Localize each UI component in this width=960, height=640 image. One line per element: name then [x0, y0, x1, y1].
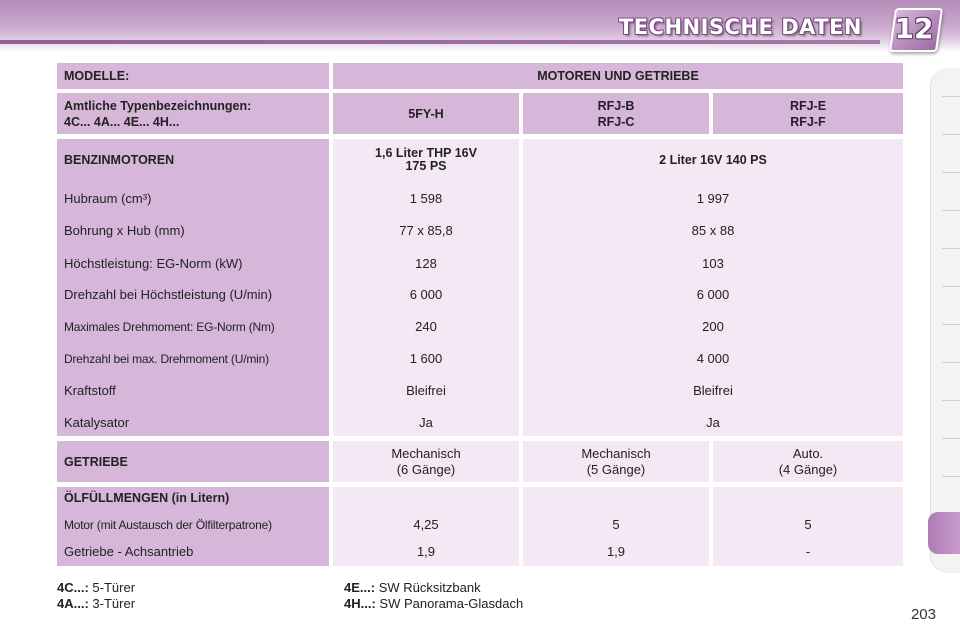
engine-name: 2 Liter 16V 140 PS	[659, 153, 767, 167]
spec-value: 200	[702, 319, 724, 334]
footnote-code: 4C...:	[57, 580, 89, 595]
type-code: RFJ-E RFJ-F	[713, 93, 903, 134]
type-code: 5FY-H	[333, 93, 519, 134]
spec-value: 240	[415, 319, 437, 334]
spec-value: 1 997	[696, 191, 730, 206]
spec-value: 103	[702, 256, 724, 271]
spec-value: 4 000	[696, 351, 730, 366]
chapter-tab[interactable]	[942, 324, 960, 325]
chapter-tab[interactable]	[942, 286, 960, 287]
spec-label: Höchstleistung: EG-Norm (kW)	[64, 256, 243, 271]
footnote-code: 4A...:	[57, 596, 89, 611]
oil-capacity-label: ÖLFÜLLMENGEN (in Litern)	[64, 491, 230, 505]
spec-label: Hubraum (cm³)	[64, 191, 152, 206]
chapter-tab-rail	[930, 68, 960, 573]
spec-value: Bleifrei	[406, 383, 446, 398]
footnote-text: 3-Türer	[92, 596, 136, 611]
spec-label: Kraftstoff	[64, 383, 116, 398]
chapter-tab[interactable]	[942, 248, 960, 249]
oil-spec-value: 4,25	[413, 517, 439, 532]
type-code: RFJ-B RFJ-C	[523, 93, 709, 134]
type-designation-label: Amtliche Typenbezeichnungen: 4C... 4A... 4E... 4H...	[57, 93, 329, 134]
spec-value: Ja	[706, 415, 720, 430]
chapter-number: 12	[894, 12, 934, 45]
chapter-tab[interactable]	[942, 400, 960, 401]
gearbox-label: GETRIEBE	[57, 441, 329, 482]
spec-value: 77 x 85,8	[399, 223, 453, 238]
footnote	[57, 580, 135, 595]
spec-value: 6 000	[696, 287, 730, 302]
spec-value: Bleifrei	[693, 383, 733, 398]
oil-spec-label: Motor (mit Austausch der Ölfilterpatrone)	[64, 518, 272, 532]
spec-value: 128	[415, 256, 437, 271]
page-title: TECHNISCHE DATEN	[618, 15, 862, 39]
oil-spec-value: 5	[804, 517, 812, 532]
footnote-text: 5-Türer	[92, 580, 136, 595]
petrol-engines-label: BENZINMOTOREN	[64, 153, 175, 167]
chapter-tab[interactable]	[942, 96, 960, 97]
spec-label: Drehzahl bei Höchstleistung (U/min)	[64, 287, 273, 302]
oil-spec-value: 1,9	[606, 544, 626, 559]
chapter-tab[interactable]	[942, 362, 960, 363]
spec-value: 6 000	[409, 287, 443, 302]
spec-label: Drehzahl bei max. Drehmoment (U/min)	[64, 352, 269, 366]
chapter-tab-active[interactable]	[928, 512, 960, 554]
gearbox-value: Mechanisch (6 Gänge)	[333, 441, 519, 482]
oil-spec-value: -	[805, 544, 811, 559]
spec-value: Ja	[419, 415, 433, 430]
spec-value: 1 598	[409, 191, 443, 206]
models-label: MODELLE:	[57, 63, 329, 89]
page-number: 203	[910, 606, 936, 623]
engine-name: 1,6 Liter THP 16V 175 PS	[375, 146, 477, 173]
spec-label: Maximales Drehmoment: EG-Norm (Nm)	[64, 320, 275, 334]
spec-value: 1 600	[409, 351, 443, 366]
chapter-tab[interactable]	[942, 210, 960, 211]
footnote-text: SW Panorama-Glasdach	[379, 596, 524, 611]
spec-value: 85 x 88	[691, 223, 735, 238]
footnote-text: SW Rücksitzbank	[378, 580, 481, 595]
chapter-tab[interactable]	[942, 438, 960, 439]
oil-spec-value: 1,9	[416, 544, 436, 559]
spec-label: Bohrung x Hub (mm)	[64, 223, 185, 238]
chapter-tab[interactable]	[942, 172, 960, 173]
header-divider	[0, 40, 880, 44]
footnote	[57, 596, 135, 611]
gearbox-value: Mechanisch (5 Gänge)	[523, 441, 709, 482]
footnote	[344, 580, 481, 595]
footnote-code: 4E...:	[344, 580, 376, 595]
chapter-tab[interactable]	[942, 134, 960, 135]
gearbox-value: Auto. (4 Gänge)	[713, 441, 903, 482]
oil-spec-label: Getriebe - Achsantrieb	[64, 544, 194, 559]
chapter-tab[interactable]	[942, 476, 960, 477]
spec-label: Katalysator	[64, 415, 130, 430]
engines-gearboxes-header: MOTOREN UND GETRIEBE	[333, 63, 903, 89]
footnote	[344, 596, 523, 611]
footnote-code: 4H...:	[344, 596, 376, 611]
oil-spec-value: 5	[612, 517, 620, 532]
